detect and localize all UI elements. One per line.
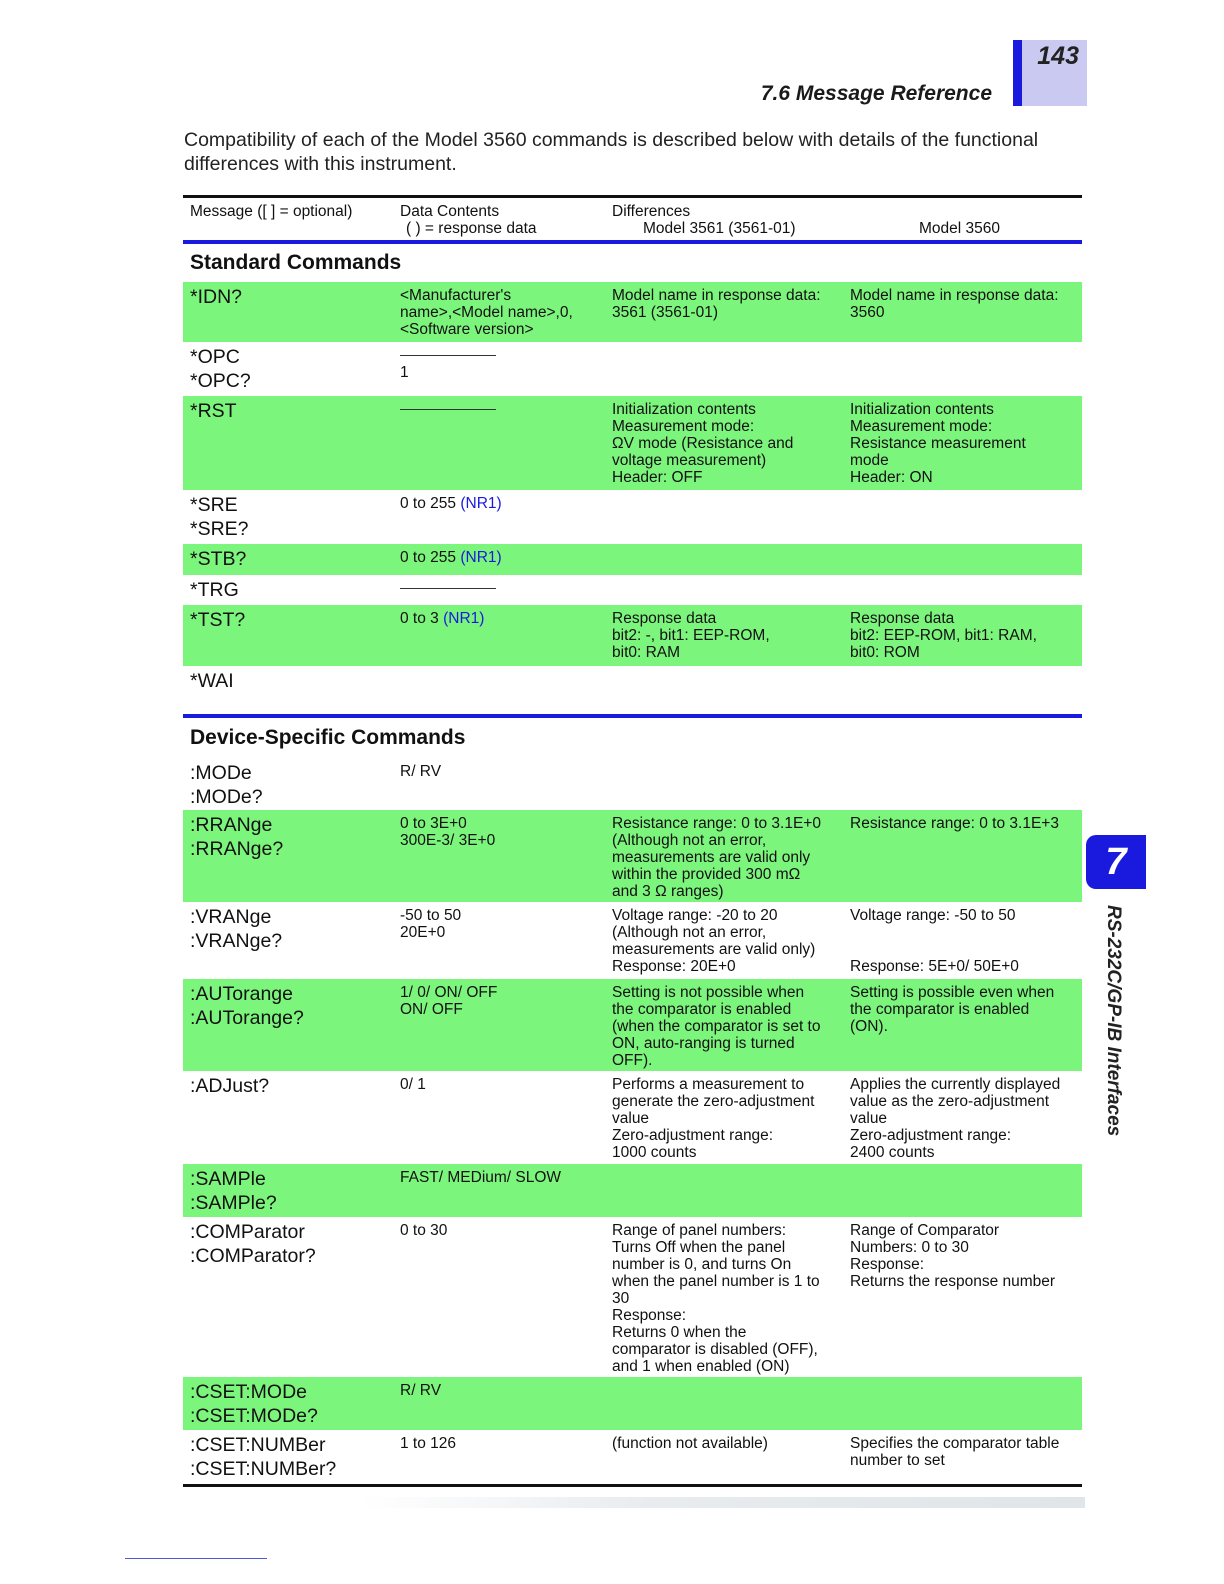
data-cell <box>400 287 600 338</box>
data-value: 0 to 255 <box>400 549 457 566</box>
chapter-title: RS-232C/GP-IB Interfaces <box>1103 905 1124 1137</box>
message-cell <box>190 547 390 571</box>
table-row <box>183 544 1082 575</box>
bottom-rule <box>183 1484 1082 1487</box>
cell-line: Response: 5E+0/ 50E+0 <box>850 958 1019 975</box>
message-cell <box>190 1220 390 1268</box>
footer-line <box>125 1558 267 1559</box>
cell-line: Resistance measurement <box>850 435 1026 452</box>
cell-line: number is 0, and turns On <box>612 1256 792 1273</box>
cell-line <box>400 495 600 512</box>
cell-line: Numbers: 0 to 30 <box>850 1239 969 1256</box>
footer-bar <box>360 1497 1085 1508</box>
cell-line <box>850 924 1082 941</box>
table-row <box>183 979 1082 1071</box>
nr1-format-label: (NR1) <box>460 549 502 566</box>
table-row <box>183 1377 1082 1430</box>
cell-line: Range of panel numbers: <box>612 1222 787 1239</box>
cell-line: Returns the response number <box>850 1273 1056 1290</box>
cell-line: ON, auto-ranging is turned <box>612 1035 795 1052</box>
message-cell <box>190 982 390 1030</box>
cell-line: <Software version> <box>400 321 534 338</box>
cell-line: *SRE <box>190 494 238 516</box>
table-row <box>183 342 1082 396</box>
cell-line: *SRE? <box>190 518 249 540</box>
header-differences: Differences <box>612 203 691 220</box>
cell-line: *STB? <box>190 548 247 570</box>
cell-line: 300E-3/ 3E+0 <box>400 832 496 849</box>
cell-line: voltage measurement) <box>612 452 767 469</box>
header-model-3560: Model 3560 <box>919 220 1001 237</box>
cell-line: 0/ 1 <box>400 1076 426 1093</box>
section-title: 7.6 Message Reference <box>760 82 992 105</box>
cell-line: -50 to 50 <box>400 907 462 924</box>
data-cell <box>400 610 600 627</box>
message-cell <box>190 813 390 861</box>
intro-paragraph: Compatibility of each of the Model 3560 commands is described below with details of the functional differences with this instrument. <box>184 129 1039 175</box>
data-cell <box>400 1435 600 1452</box>
cell-line: :MODe <box>190 762 252 784</box>
cell-line: 3561 (3561-01) <box>612 304 718 321</box>
table-row <box>183 810 1082 902</box>
cell-line: Resistance range: 0 to 3.1E+0 <box>612 815 821 832</box>
cell-line: the comparator is enabled <box>612 1001 792 1018</box>
cell-line: Initialization contents <box>850 401 994 418</box>
model-3560-cell <box>850 907 1082 975</box>
model-3560-cell <box>850 287 1082 321</box>
page-number: 143 <box>1037 42 1079 70</box>
table-row <box>183 490 1082 544</box>
message-cell <box>190 1074 390 1098</box>
cell-line: (when the comparator is set to <box>612 1018 821 1035</box>
nr1-format-label: (NR1) <box>443 610 485 627</box>
model-3560-cell <box>850 815 1082 832</box>
cell-line: number to set <box>850 1452 945 1469</box>
data-cell <box>400 815 600 849</box>
table-row <box>183 902 1082 979</box>
cell-line: when the panel number is 1 to <box>612 1273 820 1290</box>
cell-line: 30 <box>612 1290 630 1307</box>
cell-line: *OPC <box>190 346 240 368</box>
cell-line: 1000 counts <box>612 1144 697 1161</box>
cell-line: bit0: RAM <box>612 644 681 661</box>
cell-line: :CSET:NUMBer? <box>190 1458 337 1480</box>
cell-line: :AUTorange? <box>190 1007 304 1029</box>
data-cell <box>400 1076 600 1093</box>
message-cell <box>190 285 390 309</box>
cell-line: *WAI <box>190 670 234 692</box>
cell-line: *TST? <box>190 609 246 631</box>
message-cell <box>190 493 390 541</box>
data-cell <box>400 1382 600 1399</box>
cell-line: measurements are valid only) <box>612 941 816 958</box>
model-3560-cell <box>850 1435 1082 1469</box>
cell-line: :VRANge <box>190 906 272 928</box>
cell-line: 1 to 126 <box>400 1435 457 1452</box>
cell-line: Model name in response data: <box>850 287 1059 304</box>
model-3561-cell <box>612 287 842 321</box>
cell-line: Zero-adjustment range: <box>612 1127 774 1144</box>
cell-line: generate the zero-adjustment <box>612 1093 815 1110</box>
message-cell <box>190 905 390 953</box>
data-cell <box>400 347 600 381</box>
cell-line: FAST/ MEDium/ SLOW <box>400 1169 562 1186</box>
no-data-dash <box>400 588 496 589</box>
message-cell <box>190 1167 390 1215</box>
cell-line: <Manufacturer's <box>400 287 512 304</box>
cell-line: bit0: ROM <box>850 644 920 661</box>
cell-line: 2400 counts <box>850 1144 935 1161</box>
model-3560-cell <box>850 610 1082 661</box>
table-row <box>183 575 1082 605</box>
cell-line: measurements are valid only <box>612 849 811 866</box>
data-cell <box>400 580 600 597</box>
cell-line: Header: ON <box>850 469 933 486</box>
table-row <box>183 666 1082 696</box>
cell-line: :ADJust? <box>190 1075 270 1097</box>
cell-line: :CSET:NUMBer <box>190 1434 326 1456</box>
message-cell <box>190 399 390 423</box>
cell-line: Performs a measurement to <box>612 1076 805 1093</box>
cell-line: value <box>612 1110 650 1127</box>
cell-line: Voltage range: -50 to 50 <box>850 907 1016 924</box>
data-cell <box>400 1169 600 1186</box>
cell-line: :SAMPle? <box>190 1192 277 1214</box>
page-number-box <box>1013 40 1087 106</box>
cell-line: value as the zero-adjustment <box>850 1093 1050 1110</box>
cell-line <box>400 610 600 627</box>
standard-commands-heading: Standard Commands <box>190 251 402 274</box>
message-cell <box>190 608 390 632</box>
cell-line: bit2: -, bit1: EEP-ROM, <box>612 627 770 644</box>
cell-line: *RST <box>190 400 237 422</box>
data-cell <box>400 549 600 566</box>
data-cell <box>400 984 600 1018</box>
cell-line: :AUTorange <box>190 983 293 1005</box>
cell-line: comparator is disabled (OFF), <box>612 1341 818 1358</box>
cell-line: :VRANge? <box>190 930 283 952</box>
model-3561-cell <box>612 1435 842 1452</box>
cell-line: Response: <box>612 1307 687 1324</box>
data-cell <box>400 401 600 418</box>
cell-line <box>850 941 1082 958</box>
cell-line: (function not available) <box>612 1435 768 1452</box>
cell-line: Setting is possible even when <box>850 984 1055 1001</box>
model-3560-cell <box>850 401 1082 486</box>
cell-line: 20E+0 <box>400 924 446 941</box>
cell-line: OFF). <box>612 1052 653 1069</box>
cell-line: Header: OFF <box>612 469 703 486</box>
cell-line: :RRANge <box>190 814 273 836</box>
cell-line: 0 to 30 <box>400 1222 448 1239</box>
cell-line: Resistance range: 0 to 3.1E+3 <box>850 815 1059 832</box>
cell-line: and 1 when enabled (ON) <box>612 1358 790 1375</box>
cell-line: :CSET:MODe? <box>190 1405 318 1427</box>
cell-line: Measurement mode: <box>612 418 755 435</box>
cell-line <box>400 549 600 566</box>
cell-line: :MODe? <box>190 786 263 808</box>
table-row <box>183 758 1082 810</box>
cell-line: (Although not an error, <box>612 832 767 849</box>
table-row <box>183 1164 1082 1217</box>
cell-line: name>,<Model name>,0, <box>400 304 573 321</box>
header-data-contents: Data Contents <box>400 203 500 220</box>
no-data-dash <box>400 409 496 410</box>
cell-line: R/ RV <box>400 1382 442 1399</box>
no-data-dash <box>400 355 496 356</box>
cell-line: :SAMPle <box>190 1168 266 1190</box>
device-commands-heading: Device-Specific Commands <box>190 726 466 749</box>
cell-line: Response data <box>612 610 717 627</box>
model-3561-cell <box>612 610 842 661</box>
cell-line: Response: 20E+0 <box>612 958 736 975</box>
cell-line: *TRG <box>190 579 239 601</box>
nr1-format-label: (NR1) <box>460 495 502 512</box>
cell-line: *OPC? <box>190 370 251 392</box>
cell-line: value <box>850 1110 888 1127</box>
cell-line: :COMParator? <box>190 1245 316 1267</box>
header-model-3561: Model 3561 (3561-01) <box>643 220 796 237</box>
cell-line: within the provided 300 mΩ <box>612 866 801 883</box>
message-cell <box>190 345 390 393</box>
message-cell <box>190 669 390 693</box>
cell-line: Returns 0 when the <box>612 1324 747 1341</box>
message-cell <box>190 578 390 602</box>
header-message: Message ([ ] = optional) <box>190 203 353 220</box>
model-3560-cell <box>850 1076 1082 1161</box>
cell-line: (Although not an error, <box>612 924 767 941</box>
chapter-tab: 7 <box>1086 835 1146 889</box>
data-cell <box>400 495 600 512</box>
cell-line: Range of Comparator <box>850 1222 1000 1239</box>
cell-line: Model name in response data: <box>612 287 821 304</box>
model-3560-cell <box>850 984 1082 1035</box>
cell-line: *IDN? <box>190 286 243 308</box>
cell-line: the comparator is enabled <box>850 1001 1030 1018</box>
cell-line: 0 to 3E+0 <box>400 815 467 832</box>
cell-line: :CSET:MODe <box>190 1381 308 1403</box>
table-row <box>183 1071 1082 1164</box>
model-3561-cell <box>612 815 842 900</box>
chapter-title-vertical <box>1098 905 1128 1155</box>
cell-line: Specifies the comparator table <box>850 1435 1060 1452</box>
cell-line: Setting is not possible when <box>612 984 805 1001</box>
model-3560-cell <box>850 1222 1082 1290</box>
cell-line: bit2: EEP-ROM, bit1: RAM, <box>850 627 1037 644</box>
cell-line: Applies the currently displayed <box>850 1076 1061 1093</box>
model-3561-cell <box>612 984 842 1069</box>
cell-line: 3560 <box>850 304 885 321</box>
table-row <box>183 396 1082 490</box>
cell-line: Turns Off when the panel <box>612 1239 786 1256</box>
cell-line: Measurement mode: <box>850 418 993 435</box>
data-cell <box>400 763 600 780</box>
table-row <box>183 1430 1082 1484</box>
header-response-note: ( ) = response data <box>406 220 537 237</box>
data-value: 0 to 255 <box>400 495 457 512</box>
model-3561-cell <box>612 907 842 975</box>
model-3561-cell <box>612 1076 842 1161</box>
cell-line: Voltage range: -20 to 20 <box>612 907 778 924</box>
cell-line: mode <box>850 452 889 469</box>
command-table <box>183 195 1082 1487</box>
cell-line: 1 <box>400 364 409 381</box>
data-cell <box>400 1222 600 1239</box>
cell-line: 1/ 0/ ON/ OFF <box>400 984 498 1001</box>
cell-line: (ON). <box>850 1018 888 1035</box>
message-cell <box>190 761 390 809</box>
data-value: 0 to 3 <box>400 610 439 627</box>
cell-line: R/ RV <box>400 763 442 780</box>
table-row <box>183 282 1082 342</box>
table-header <box>183 198 1082 240</box>
cell-line: Zero-adjustment range: <box>850 1127 1012 1144</box>
cell-line: and 3 Ω ranges) <box>612 883 724 900</box>
model-3561-cell <box>612 1222 842 1375</box>
model-3561-cell <box>612 401 842 486</box>
cell-line: Response: <box>850 1256 925 1273</box>
cell-line: Response data <box>850 610 955 627</box>
cell-line: :COMParator <box>190 1221 305 1243</box>
table-row <box>183 605 1082 666</box>
data-cell <box>400 907 600 941</box>
cell-line: :RRANge? <box>190 838 284 860</box>
cell-line: ΩV mode (Resistance and <box>612 435 794 452</box>
message-cell <box>190 1433 390 1481</box>
table-row <box>183 1217 1082 1377</box>
cell-line: Initialization contents <box>612 401 756 418</box>
message-cell <box>190 1380 390 1428</box>
cell-line: ON/ OFF <box>400 1001 463 1018</box>
